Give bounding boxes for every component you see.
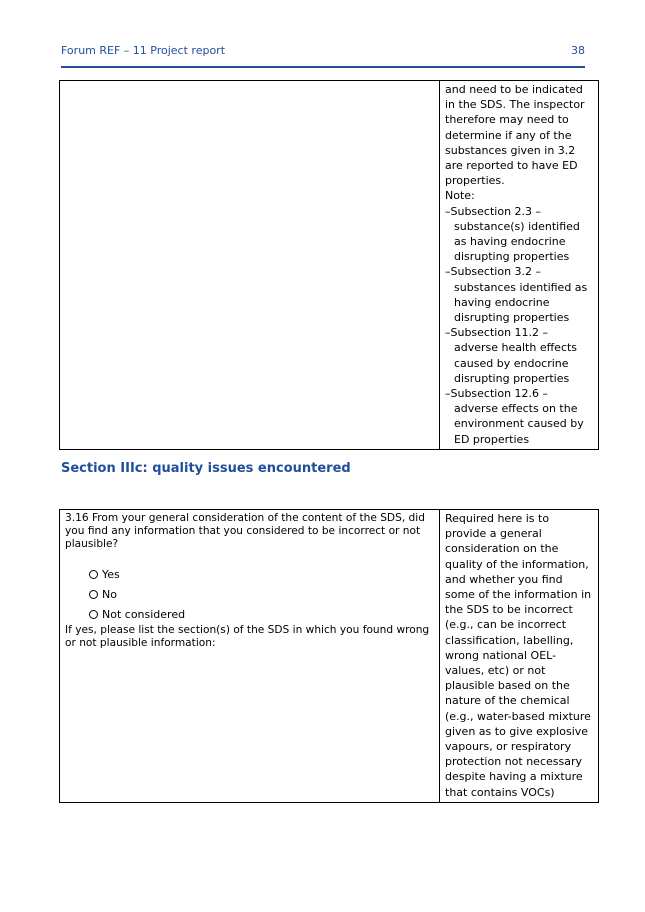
guidance-line: substances given in 3.2 [445,143,576,157]
guidance-line: some of the information in [445,588,592,602]
question-cell [60,510,440,803]
radio-button[interactable] [89,610,98,619]
radio-button[interactable] [89,570,98,579]
section-title: Section IIIc: quality issues encountered [61,461,351,476]
guidance-line: classification, labelling, [445,633,574,647]
guidance-line: that contains VOCs) [445,785,555,799]
question-text: 3.16 From your general consideration of the content of the SDS, did you find any information that you considered to be incorrect or not plausible? [65,512,425,550]
notes-list [445,204,593,447]
guidance-line: (e.g., water-based mixture [445,709,591,723]
note-line: adverse effects on the [454,402,578,416]
guidance-line: consideration on the [445,542,559,556]
guidance-cell [440,510,599,803]
guidance-cell [440,81,599,450]
note-line: caused by endocrine [454,356,569,370]
note-line: adverse health effects [454,341,578,355]
note-line: –Subsection 11.2 – [445,326,549,340]
option-no[interactable] [89,584,434,604]
page-number: 38 [571,44,585,57]
note-item [445,325,593,386]
guidance-line: despite having a mixture [445,770,583,784]
report-title: Forum REF – 11 Project report [61,44,226,57]
option-yes[interactable] [89,564,434,584]
guidance-line: therefore may need to [445,113,569,127]
guidance-line: wrong national OEL- [445,648,557,662]
note-line: ED properties [454,432,530,446]
guidance-line: quality of the information, [445,557,589,571]
option-not-considered[interactable] [89,604,434,624]
option-label: Not considered [102,607,186,621]
note-item [445,264,593,325]
page-header [61,42,585,68]
guidance-line: determine if any of the [445,128,572,142]
note-line: –Subsection 12.6 – [445,387,549,401]
note-item [445,204,593,265]
guidance-line: Required here is to [445,512,550,525]
followup-text: If yes, please list the section(s) of the SDS in which you found wrong or not plausible information: [65,624,430,649]
guidance-line: (e.g., can be incorrect [445,618,567,632]
radio-button[interactable] [89,590,98,599]
guidance-line: nature of the chemical [445,694,570,708]
option-label: No [102,587,117,601]
note-line: as having endocrine [454,235,566,249]
note-line: having endocrine [454,295,550,309]
guidance-line: and whether you find [445,572,563,586]
guidance-line: provide a general [445,527,542,541]
note-line: disrupting properties [454,371,570,385]
note-line: environment caused by [454,417,584,431]
guidance-line: vapours, or respiratory [445,740,572,754]
note-line: disrupting properties [454,250,570,264]
note-item [445,386,593,447]
guidance-line: protection not necessary [445,755,582,769]
guidance-line: plausible based on the [445,679,570,693]
note-line: –Subsection 2.3 – [445,204,542,218]
note-line: –Subsection 3.2 – [445,265,542,279]
guidance-line: in the SDS. The inspector [445,98,585,112]
note-line: substance(s) identified [454,219,580,233]
answer-cell [60,81,440,450]
note-label: Note: [445,189,475,203]
option-label: Yes [102,567,120,581]
note-line: disrupting properties [454,311,570,325]
answer-options [89,564,434,624]
guidance-line: given as to give explosive [445,724,589,738]
guidance-line: values, etc) or not [445,664,546,678]
guidance-line: the SDS to be incorrect [445,603,573,617]
question-table [59,509,599,803]
guidance-line: are reported to have ED [445,159,578,173]
guidance-line: and need to be indicated [445,83,583,96]
note-line: substances identified as [454,280,588,294]
continuation-table [59,80,599,450]
guidance-line: properties. [445,174,505,188]
